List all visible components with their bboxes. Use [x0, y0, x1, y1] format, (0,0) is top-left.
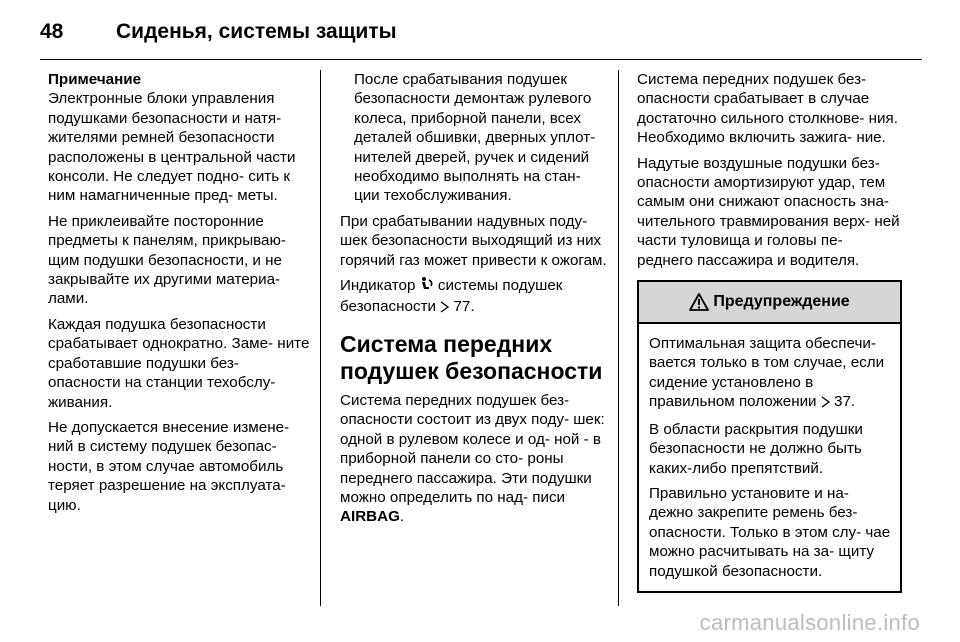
page-ref-arrow-icon: [440, 299, 449, 318]
warning-paragraph-1: [649, 334, 892, 414]
header-rule: [40, 59, 922, 60]
airbag-label: AIRBAG: [340, 508, 400, 526]
col3-paragraph-1: Система передних подушек без- опасности срабатывает в случае достаточно сильного столкнове- ния. Необходимо включить зажига- ние.: [637, 71, 898, 147]
warning-paragraph-1-text: Оптимальная защита обеспечи- вается только в том случае, если сидение установлено в правильном положении: [649, 335, 885, 411]
column-divider-1: [320, 70, 321, 606]
column-1: [48, 70, 310, 521]
col2-paragraph-2-text: Система передних подушек без- опасности состоит из двух поду- шек: одной в рулевом колесе и од- ной - в приборной панели со сто- роны переднего пассажира. Эти подушки можно определить по над- писи: [340, 391, 605, 506]
col1-paragraph-2: Каждая подушка безопасности срабатывает однократно. Заме- ните сработавшие подушки без- опасности на станции техобслу- живания.: [48, 315, 310, 411]
warning-title: Предупреждение: [713, 293, 850, 311]
col1-paragraph-1: Не приклеивайте посторонние предметы к панелям, прикрываю- щим подушки безопасности, и не закрывайте их другими материа- лами.: [48, 212, 286, 308]
indicator-paragraph: [340, 276, 608, 319]
col3-paragraph-2: Надутые воздушные подушки без- опасности амортизируют удар, тем самым они снижают опасность зна- чительного травмирования верх- ней части туловища и головы пе- реднего пассажира и водителя.: [637, 154, 900, 269]
note-title: Примечание: [48, 71, 142, 88]
column-2: [340, 70, 608, 533]
page-ref-arrow-icon: [821, 394, 830, 413]
watermark: carmanualsonline.info: [699, 610, 920, 635]
warning-paragraph-2: В области раскрытия подушки безопасности не должно быть каких-либо препятствий.: [649, 420, 863, 477]
col2-paragraph-2-end: .: [399, 508, 405, 526]
note-continuation: После срабатывания подушек безопасности демонтаж рулевого колеса, приборной панели, всех деталей обшивки, дверных уплот- нителей дверей, ручек и сидений необходимо выполнять на стан- ции техобслуживания.: [354, 71, 596, 205]
warning-header: [639, 282, 900, 324]
column-divider-2: [618, 70, 619, 606]
warning-page-ref: 37.: [834, 393, 856, 411]
indicator-page-ref: 77.: [453, 298, 475, 316]
page-title: Сиденья, системы защиты: [116, 20, 397, 43]
section-heading: Система передних подушек безопасности: [340, 330, 603, 384]
airbag-indicator-icon: [420, 276, 434, 297]
col1-paragraph-3: Не допускается внесение измене- ний в систему подушек безопас- ности, в этом случае автомобиль теряет разрешение на эксплуата- цию.: [48, 418, 290, 514]
note-text: Электронные блоки управления подушками безопасности и натя- жителями ремней безопасности расположены в центральной части консоли. Не следует подно- сить к ним намагниченные пред- меты.: [48, 90, 296, 205]
page-number: 48: [40, 20, 64, 43]
indicator-text-after: системы подушек безопасности: [340, 277, 563, 316]
warning-body: [639, 324, 900, 591]
warning-triangle-icon: [689, 293, 709, 311]
warning-paragraph-3: Правильно установите и на- дежно закрепите ремень без- опасности. Только в этом слу- чае можно расчитывать на за- щиту подушкой безопасности.: [649, 484, 891, 580]
col2-paragraph-1: При срабатывании надувных поду- шек безопасности выходящий из них горячий газ может привести к ожогам.: [340, 212, 607, 269]
indicator-text-before: Индикатор: [340, 277, 416, 295]
warning-box: [637, 280, 902, 593]
page-header: [40, 12, 397, 52]
column-3: [637, 70, 902, 593]
col2-paragraph-2: [340, 391, 608, 527]
